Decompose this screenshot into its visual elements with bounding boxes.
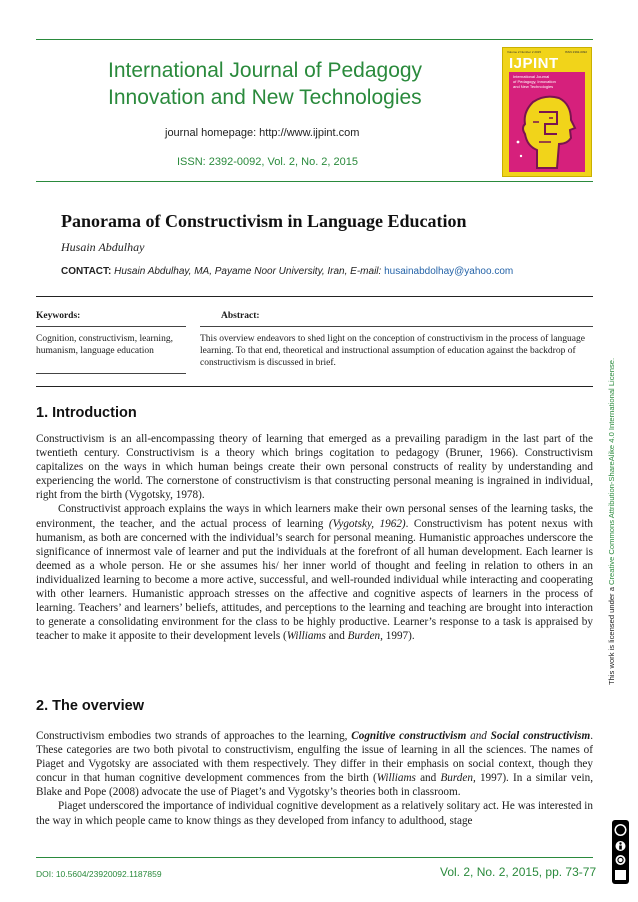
paragraph-text: and — [466, 730, 491, 742]
keywords-heading: Keywords: — [36, 311, 81, 321]
journal-title-line1: International Journal of Pedagogy — [108, 59, 423, 82]
contact-label: CONTACT: — [61, 266, 112, 277]
paragraph-text: Constructivism embodies two strands of approaches to the learning, — [36, 730, 352, 742]
paragraph — [36, 502, 593, 643]
paragraph: Constructivism is an all-encompassing theory of learning that emerged as a prevailing paradigm in the last part of the twentieth century. Constructivism is a theory which brings cogitation to pedagogy (Bruner, 1966). Constructivism capitalizes on the ways in which human beings create their own personal constructs of reality by understanding and experiencing the world. The cornerstone of constructivism is that constructing personal meaning is ingrained in individual, right from the birth (Vygotsky, 1978). — [36, 433, 593, 502]
citation: (Vygotsky, 1962) — [328, 517, 406, 530]
paragraph-text: and — [325, 630, 348, 643]
paragraph-text: and — [415, 772, 441, 785]
abstract-box-top-rule — [36, 296, 593, 297]
cover-top-line — [507, 50, 587, 54]
citation-author: Burden, — [347, 630, 383, 643]
journal-homepage[interactable]: journal homepage: http://www.ijpint.com — [165, 127, 360, 139]
cover-title: IJPINT — [509, 55, 559, 72]
paragraph — [36, 729, 593, 799]
header-bottom-rule — [36, 181, 593, 182]
abstract-box-bottom-rule — [36, 386, 593, 387]
paper-title: Panorama of Constructivism in Language Education — [61, 211, 467, 231]
cover-subtitle-line2: of Pedagogy, Innovation — [513, 79, 556, 84]
contact-line — [61, 266, 513, 277]
journal-title — [108, 57, 468, 111]
contact-email[interactable]: husainabdolhay@yahoo.com — [384, 266, 514, 277]
license-link[interactable]: Creative Commons Attribution-ShareAlike 4.0 International License. — [607, 357, 616, 585]
section-body-introduction — [36, 432, 593, 643]
paragraph-text: 1997). — [382, 630, 415, 643]
issn-line: ISSN: 2392-0092, Vol. 2, No. 2, 2015 — [177, 156, 359, 168]
citation-author: Williams — [376, 772, 416, 785]
contact-text: Husain Abdulhay, MA, Payame Noor University, Iran, E-mail: — [111, 266, 385, 277]
license-text: This work is licensed under a — [607, 584, 616, 685]
paragraph-text: . These categories are two both pivotal to constructivism, engulfing the issue of learning in all the sciences. The names of Piaget and Vygotsky are associated with them respectively. They differ in their emphasis on social context, though they concur in that human cognitive development commences from the birth ( — [36, 730, 593, 785]
section-heading-overview: 2. The overview — [36, 698, 144, 714]
doi-link[interactable]: DOI: 10.5604/23920092.1187859 — [36, 869, 162, 879]
cc-logo-icon — [612, 820, 629, 884]
abstract-rule — [200, 326, 593, 327]
citation-author: Williams — [286, 630, 326, 643]
cover-subtitle-line1: International Journal — [513, 74, 550, 79]
license-notice — [607, 305, 616, 685]
author-name: Husain Abdulhay — [61, 240, 145, 254]
header-top-rule — [36, 39, 593, 40]
paragraph-text: 1997). In a similar vein, Blake and Pope (2008) advocate the use of Piaget’s and Vygotsky’s theories both in classroom. — [36, 772, 594, 799]
journal-title-line2: Innovation and New Technologies — [108, 86, 422, 109]
footer-rule — [36, 857, 593, 858]
keywords-rule — [36, 326, 186, 327]
journal-cover-image — [502, 47, 592, 177]
term-cognitive: Cognitive constructivism — [351, 730, 467, 742]
term-social: Social constructivism — [490, 730, 591, 742]
cc-by-sa-badge-icon — [612, 820, 629, 884]
footer-citation: Vol. 2, No. 2, 2015, pp. 73-77 — [440, 865, 597, 879]
citation-author: Burden, — [440, 772, 476, 785]
section-body-overview — [36, 729, 593, 828]
paragraph: Piaget underscored the importance of individual cognitive development as a relatively solitary act. He was interested in the way in which people came to know things as they developed from infancy to adulthood, stage — [36, 800, 593, 827]
paragraph-text: Constructivist approach explains the ways in which learners make their own personal senses of the learning tasks, the environment, the teacher, and the actual process of learning — [36, 503, 593, 530]
paragraph-text: . Constructivism has potent nexus with humanism, as both are concerned with the individual’s search for personal meaning. Humanistic approaches underscore the significance of innermost vale of learner and put the individuals at the forefront of all human development. Each learner is deemed as a whole person. He or she assumes his/ her inner world of thought and feeling in relation to others in an individualized learning to become a more active, successful, and well-rounded individual while interacting and cooperating with other learners. Humanistic approach stresses on the affective and cognitive aspects of learners in the process of learning. Teachers’ and learners’ beliefs, attitudes, and perceptions to the learning and teaching are brought into interaction to generate a consolidating environment for the class to be highly productive. Learner’s response to a task is appraised by teacher to make it apposite to their development levels ( — [36, 517, 594, 643]
cover-volume: Volume 2 Number 2 2015 — [507, 50, 542, 54]
cover-issn: ISSN 2392-0092 — [564, 50, 587, 54]
keywords-bottom-rule — [36, 373, 186, 374]
keywords-text: Cognition, constructivism, learning, humanism, language education — [36, 334, 173, 356]
abstract-text: This overview endeavors to shed light on the conception of constructivism in the process of language learning. To that end, theoretical and instructional assumption of education against the backdrop of constructivism is discussed in brief. — [200, 334, 585, 368]
cover-subtitle-line3: and New Technologies — [513, 84, 554, 89]
section-heading-introduction: 1. Introduction — [36, 405, 137, 421]
cover-subtitle — [513, 74, 556, 89]
abstract-heading: Abstract: — [221, 311, 260, 321]
